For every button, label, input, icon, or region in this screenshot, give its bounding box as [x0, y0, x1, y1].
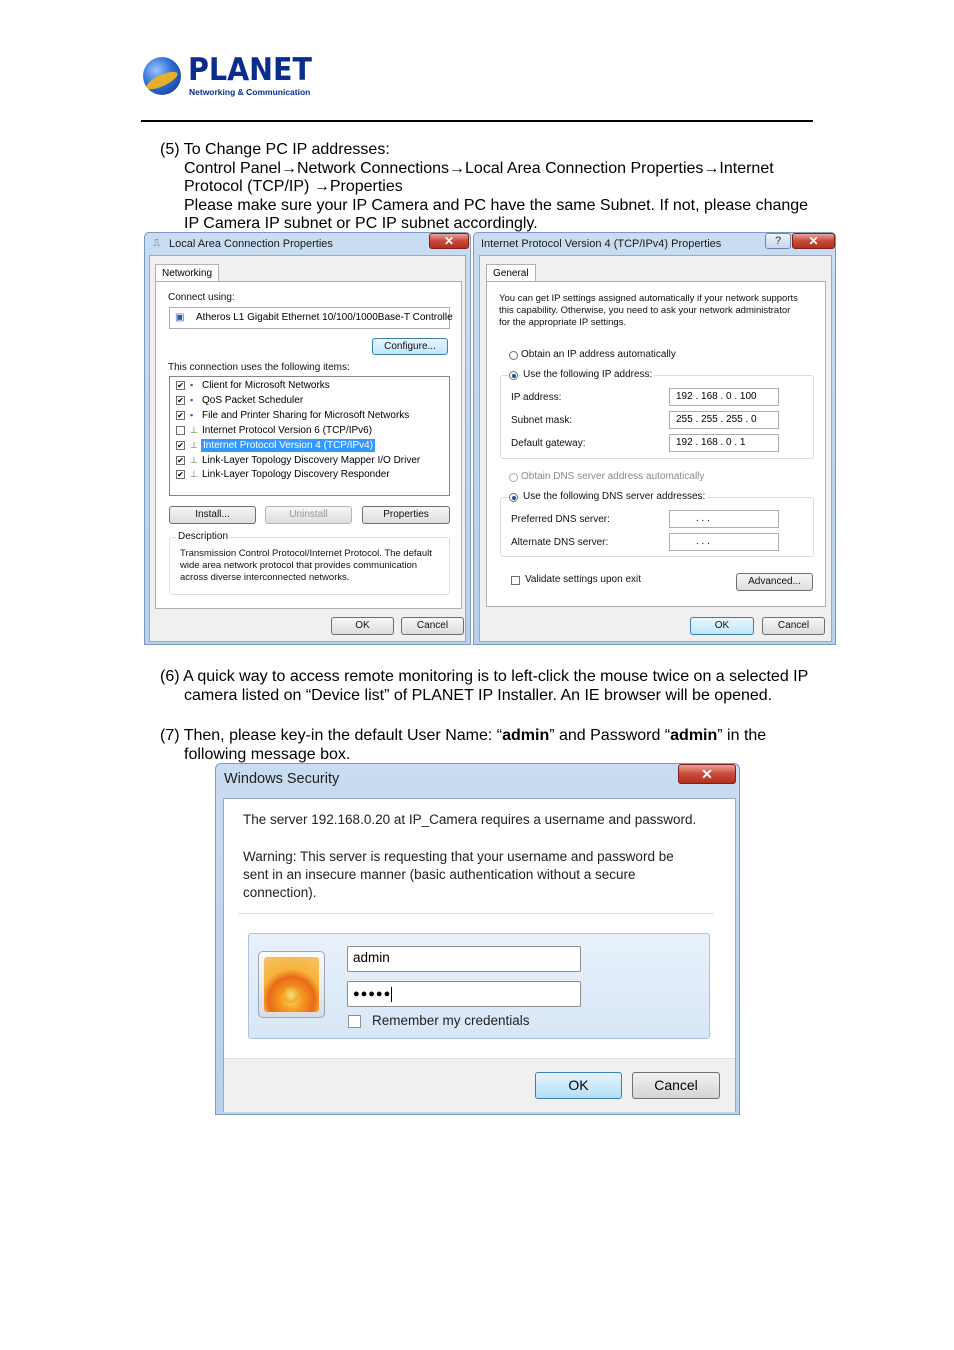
items-label: This connection uses the following items: — [168, 362, 350, 373]
obtain-dns-auto-label: Obtain DNS server address automatically — [521, 471, 705, 482]
uninstall-button[interactable]: Uninstall — [265, 506, 352, 524]
step7-line1: (7) Then, please key-in the default User Name: “admin” and Password “admin” in the — [160, 727, 767, 744]
tab-general[interactable]: General — [486, 264, 536, 282]
alternate-dns-input[interactable]: . . . — [669, 533, 779, 551]
item-label: Internet Protocol Version 4 (TCP/IPv4) — [203, 440, 374, 451]
warning-line1: Warning: This server is requesting that your username and password be — [243, 849, 674, 864]
close-button[interactable]: ✕ — [429, 233, 469, 249]
connect-using-label: Connect using: — [168, 292, 235, 303]
step6-line1: (6) A quick way to access remote monitoring is to left-click the mouse twice on a selected IP — [160, 668, 809, 685]
subnet-mask-label: Subnet mask: — [511, 415, 573, 426]
network-adapter-icon: ⎍ — [153, 238, 160, 249]
ip-address-input[interactable]: 192 . 168 . 0 . 100 — [669, 388, 779, 406]
obtain-dns-auto-radio[interactable] — [509, 473, 518, 482]
step6-instructions — [160, 668, 808, 705]
arrow-icon: → — [449, 159, 466, 177]
separator — [238, 913, 714, 914]
preferred-dns-label: Preferred DNS server: — [511, 514, 610, 525]
username-input[interactable]: admin — [347, 946, 581, 972]
protocol-icon: ⊥ — [190, 440, 198, 450]
obtain-ip-auto-label: Obtain an IP address automatically — [521, 349, 676, 360]
protocol-icon: ⊥ — [190, 469, 198, 479]
warning-line3: connection). — [243, 885, 317, 900]
ok-button[interactable]: OK — [535, 1072, 622, 1099]
step5-heading: (5) To Change PC IP addresses: — [160, 141, 390, 158]
item-label: Link-Layer Topology Discovery Mapper I/O Driver — [202, 455, 421, 466]
protocol-icon: ⊥ — [190, 455, 198, 465]
checkbox[interactable] — [176, 426, 185, 435]
checkbox[interactable]: ✔ — [177, 381, 184, 390]
password-mask: ●●●●● — [353, 988, 392, 1000]
logo-swoosh — [144, 68, 179, 92]
description-line2: wide area network protocol that provides communication — [180, 560, 418, 571]
user-avatar-frame — [258, 951, 325, 1018]
intro-line1: You can get IP settings assigned automatically if your network supports — [499, 293, 798, 304]
help-button[interactable]: ? — [765, 233, 791, 249]
adapter-name: Atheros L1 Gigabit Ethernet 10/100/1000Base-T Controlle — [196, 312, 453, 323]
static-ip-group — [500, 369, 814, 459]
window-client — [479, 255, 832, 642]
use-following-dns-label: Use the following DNS server addresses: — [523, 491, 706, 502]
default-username: admin — [502, 727, 550, 744]
warning-line2: sent in an insecure manner (basic authentication without a secure — [243, 867, 636, 882]
checkbox[interactable]: ✔ — [177, 411, 184, 420]
step5-note-line1: Please make sure your IP Camera and PC have the same Subnet. If not, please change — [184, 196, 809, 214]
item-label: File and Printer Sharing for Microsoft Networks — [202, 410, 410, 421]
item-label: Link-Layer Topology Discovery Responder — [202, 469, 390, 480]
text-cursor — [391, 987, 392, 1002]
window-client — [149, 255, 466, 642]
step6-line2: camera listed on “Device list” of PLANET IP Installer. An IE browser will be opened. — [184, 686, 773, 704]
install-button[interactable]: Install... — [169, 506, 256, 524]
item-label: Client for Microsoft Networks — [202, 380, 330, 391]
adapter-field — [169, 307, 453, 329]
network-card-icon: ▣ — [175, 312, 185, 323]
brand-name: PLANET — [188, 52, 312, 88]
flower-avatar-icon — [264, 957, 319, 1012]
cancel-button[interactable]: Cancel — [401, 617, 464, 635]
configure-button[interactable]: Configure... — [372, 338, 448, 355]
item-label: Internet Protocol Version 6 (TCP/IPv6) — [202, 425, 373, 436]
planet-logo-globe — [143, 57, 181, 95]
preferred-dns-input[interactable]: . . . — [669, 510, 779, 528]
brand-tagline: Networking & Communication — [189, 87, 311, 97]
cancel-button[interactable]: Cancel — [762, 617, 825, 635]
step7-instructions — [160, 727, 766, 764]
validate-label: Validate settings upon exit — [525, 574, 642, 585]
tab-networking[interactable]: Networking — [155, 264, 219, 282]
description-label: Description — [178, 531, 229, 542]
step7-line2: following message box. — [184, 745, 351, 763]
alternate-dns-label: Alternate DNS server: — [511, 537, 609, 548]
properties-button[interactable]: Properties — [362, 506, 450, 524]
use-following-ip-radio[interactable] — [509, 371, 518, 380]
step5-note-line2: IP Camera IP subnet or PC IP subnet accordingly. — [184, 215, 538, 232]
local-area-connection-window — [144, 232, 471, 645]
button-bar — [224, 1058, 735, 1112]
default-gateway-label: Default gateway: — [511, 438, 586, 449]
ok-button[interactable]: OK — [331, 617, 394, 635]
advanced-button[interactable]: Advanced... — [736, 573, 813, 591]
service-icon: ▪ — [190, 410, 194, 420]
description-group — [169, 531, 450, 595]
server-message: The server 192.168.0.20 at IP_Camera requires a username and password. — [243, 812, 697, 827]
client-icon: ▪ — [190, 380, 194, 390]
use-following-dns-radio[interactable] — [509, 493, 518, 502]
window-title: Local Area Connection Properties — [169, 238, 333, 250]
arrow-icon: → — [703, 159, 720, 177]
description-line3: across diverse interconnected networks. — [180, 572, 350, 583]
step5-instructions — [160, 141, 808, 234]
subnet-mask-input[interactable]: 255 . 255 . 255 . 0 — [669, 411, 779, 429]
password-input[interactable] — [347, 981, 581, 1007]
checkbox[interactable]: ✔ — [177, 396, 184, 405]
step5-path-line2: Protocol (TCP/IP) →Properties — [184, 178, 403, 195]
checkbox[interactable]: ✔ — [177, 470, 184, 479]
checkbox[interactable]: ✔ — [177, 456, 184, 465]
close-button[interactable]: ✕ — [678, 764, 736, 784]
use-following-ip-label: Use the following IP address: — [523, 369, 653, 380]
windows-security-dialog — [215, 763, 740, 1115]
dialog-client — [223, 798, 736, 1112]
obtain-ip-auto-radio[interactable] — [509, 351, 518, 360]
ok-button[interactable]: OK — [690, 617, 754, 635]
intro-line2: this capability. Otherwise, you need to ask your network administrator — [499, 305, 791, 316]
cancel-button[interactable]: Cancel — [632, 1072, 720, 1099]
arrow-icon: → — [313, 178, 330, 195]
items-list — [169, 376, 450, 496]
validate-checkbox[interactable] — [511, 576, 520, 585]
protocol-icon: ⊥ — [190, 425, 198, 435]
description-line1: Transmission Control Protocol/Internet Protocol. The default — [180, 548, 432, 559]
item-label: QoS Packet Scheduler — [202, 395, 304, 406]
credential-tile — [248, 933, 710, 1039]
dialog-title: Windows Security — [224, 771, 340, 787]
checkbox[interactable]: ✔ — [177, 441, 184, 450]
dns-group — [500, 491, 814, 557]
ipv4-properties-window — [473, 232, 836, 645]
default-password: admin — [670, 727, 718, 744]
default-gateway-input[interactable]: 192 . 168 . 0 . 1 — [669, 434, 779, 452]
arrow-icon: → — [280, 159, 297, 177]
header-divider — [141, 120, 813, 122]
networking-panel — [155, 281, 462, 609]
step5-path-line1: Control Panel→Network Connections→Local Area Connection Properties→Internet — [184, 159, 774, 177]
close-button[interactable]: ✕ — [792, 233, 835, 249]
remember-label: Remember my credentials — [372, 1013, 530, 1028]
remember-checkbox[interactable] — [348, 1015, 361, 1028]
ip-address-label: IP address: — [511, 392, 562, 403]
intro-line3: for the appropriate IP settings. — [499, 317, 627, 328]
general-panel — [486, 281, 826, 607]
service-icon: ▪ — [190, 395, 194, 405]
window-title: Internet Protocol Version 4 (TCP/IPv4) Properties — [481, 238, 722, 250]
